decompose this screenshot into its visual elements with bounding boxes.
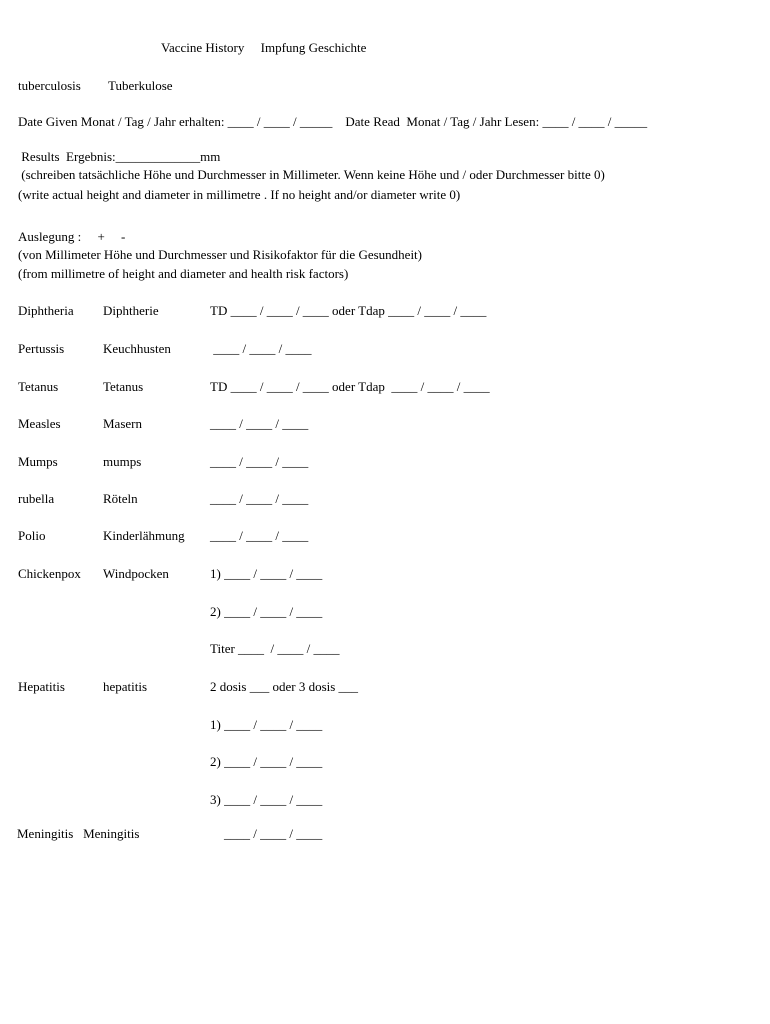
vaccine-name-de: mumps <box>103 454 142 469</box>
vaccine-name-en: Mumps <box>18 454 58 469</box>
vaccine-name-de: Windpocken <box>103 566 169 581</box>
vaccine-name-en: rubella <box>18 491 55 506</box>
form-title: Vaccine History Impfung Geschichte <box>161 40 367 55</box>
vaccine-date-field: ____ / ____ / ____ <box>210 528 309 543</box>
vaccine-name-en: Tetanus <box>18 379 59 394</box>
vaccine-date-field: ____ / ____ / ____ <box>210 491 309 506</box>
tuberculosis-label-en: tuberculosis <box>18 78 81 93</box>
vaccine-name-de: Kinderlähmung <box>103 528 185 543</box>
vaccine-date-field: ____ / ____ / ____ <box>210 454 309 469</box>
vaccine-name-de: hepatitis <box>103 679 148 694</box>
vaccine-date-field: ____ / ____ / ____ <box>210 416 309 431</box>
vaccine-date-field: ____ / ____ / ____ <box>224 826 323 841</box>
dose-count-field: 2 dosis ___ oder 3 dosis ___ <box>210 679 359 694</box>
interpretation-note-de: (von Millimeter Höhe und Durchmesser und Risikofaktor für die Gesundheit) <box>18 247 422 262</box>
vaccine-date-field: 2) ____ / ____ / ____ <box>210 604 323 619</box>
vaccine-date-field: ____ / ____ / ____ <box>210 341 312 356</box>
vaccine-name-en: Pertussis <box>18 341 65 356</box>
vaccine-name-de: Diphtherie <box>103 303 159 318</box>
vaccine-date-field: 2) ____ / ____ / ____ <box>210 754 323 769</box>
vaccine-name-en: Polio <box>18 528 46 543</box>
vaccine-name-de: Keuchhusten <box>103 341 171 356</box>
vaccine-date-field: TD ____ / ____ / ____ oder Tdap ____ / ____ / ____ <box>210 379 490 394</box>
vaccine-name-de: Masern <box>103 416 142 431</box>
vaccine-date-field: 1) ____ / ____ / ____ <box>210 717 323 732</box>
vaccine-date-field: TD ____ / ____ / ____ oder Tdap ____ / ____ / ____ <box>210 303 487 318</box>
interpretation-line: Auslegung : + - <box>18 229 126 244</box>
vaccine-name-en: Measles <box>18 416 61 431</box>
tuberculosis-results-line: Results Ergebnis:_____________mm <box>18 149 221 164</box>
titer-date-field: Titer ____ / ____ / ____ <box>210 641 340 656</box>
tuberculosis-results-note-de: (schreiben tatsächliche Höhe und Durchmesser in Millimeter. Wenn keine Höhe und / oder Durchmesser bitte 0) <box>18 167 605 182</box>
tuberculosis-label-de: Tuberkulose <box>108 78 173 93</box>
interpretation-note-en: (from millimetre of height and diameter and health risk factors) <box>18 266 349 281</box>
vaccine-date-field: 3) ____ / ____ / ____ <box>210 792 323 807</box>
vaccine-name-en: Diphtheria <box>18 303 74 318</box>
meningitis-label: Meningitis Meningitis <box>17 826 140 841</box>
vaccine-date-field: 1) ____ / ____ / ____ <box>210 566 323 581</box>
vaccine-name-de: Röteln <box>103 491 138 506</box>
vaccine-name-en: Chickenpox <box>18 566 81 581</box>
vaccine-name-de: Tetanus <box>103 379 144 394</box>
tuberculosis-results-note-en: (write actual height and diameter in millimetre . If no height and/or diameter write 0) <box>18 187 461 202</box>
tuberculosis-date-line: Date Given Monat / Tag / Jahr erhalten: ____ / ____ / _____ Date Read Monat / Tag / Jahr Lesen: ____ / ____ / _____ <box>18 114 648 129</box>
vaccine-name-en: Hepatitis <box>18 679 65 694</box>
